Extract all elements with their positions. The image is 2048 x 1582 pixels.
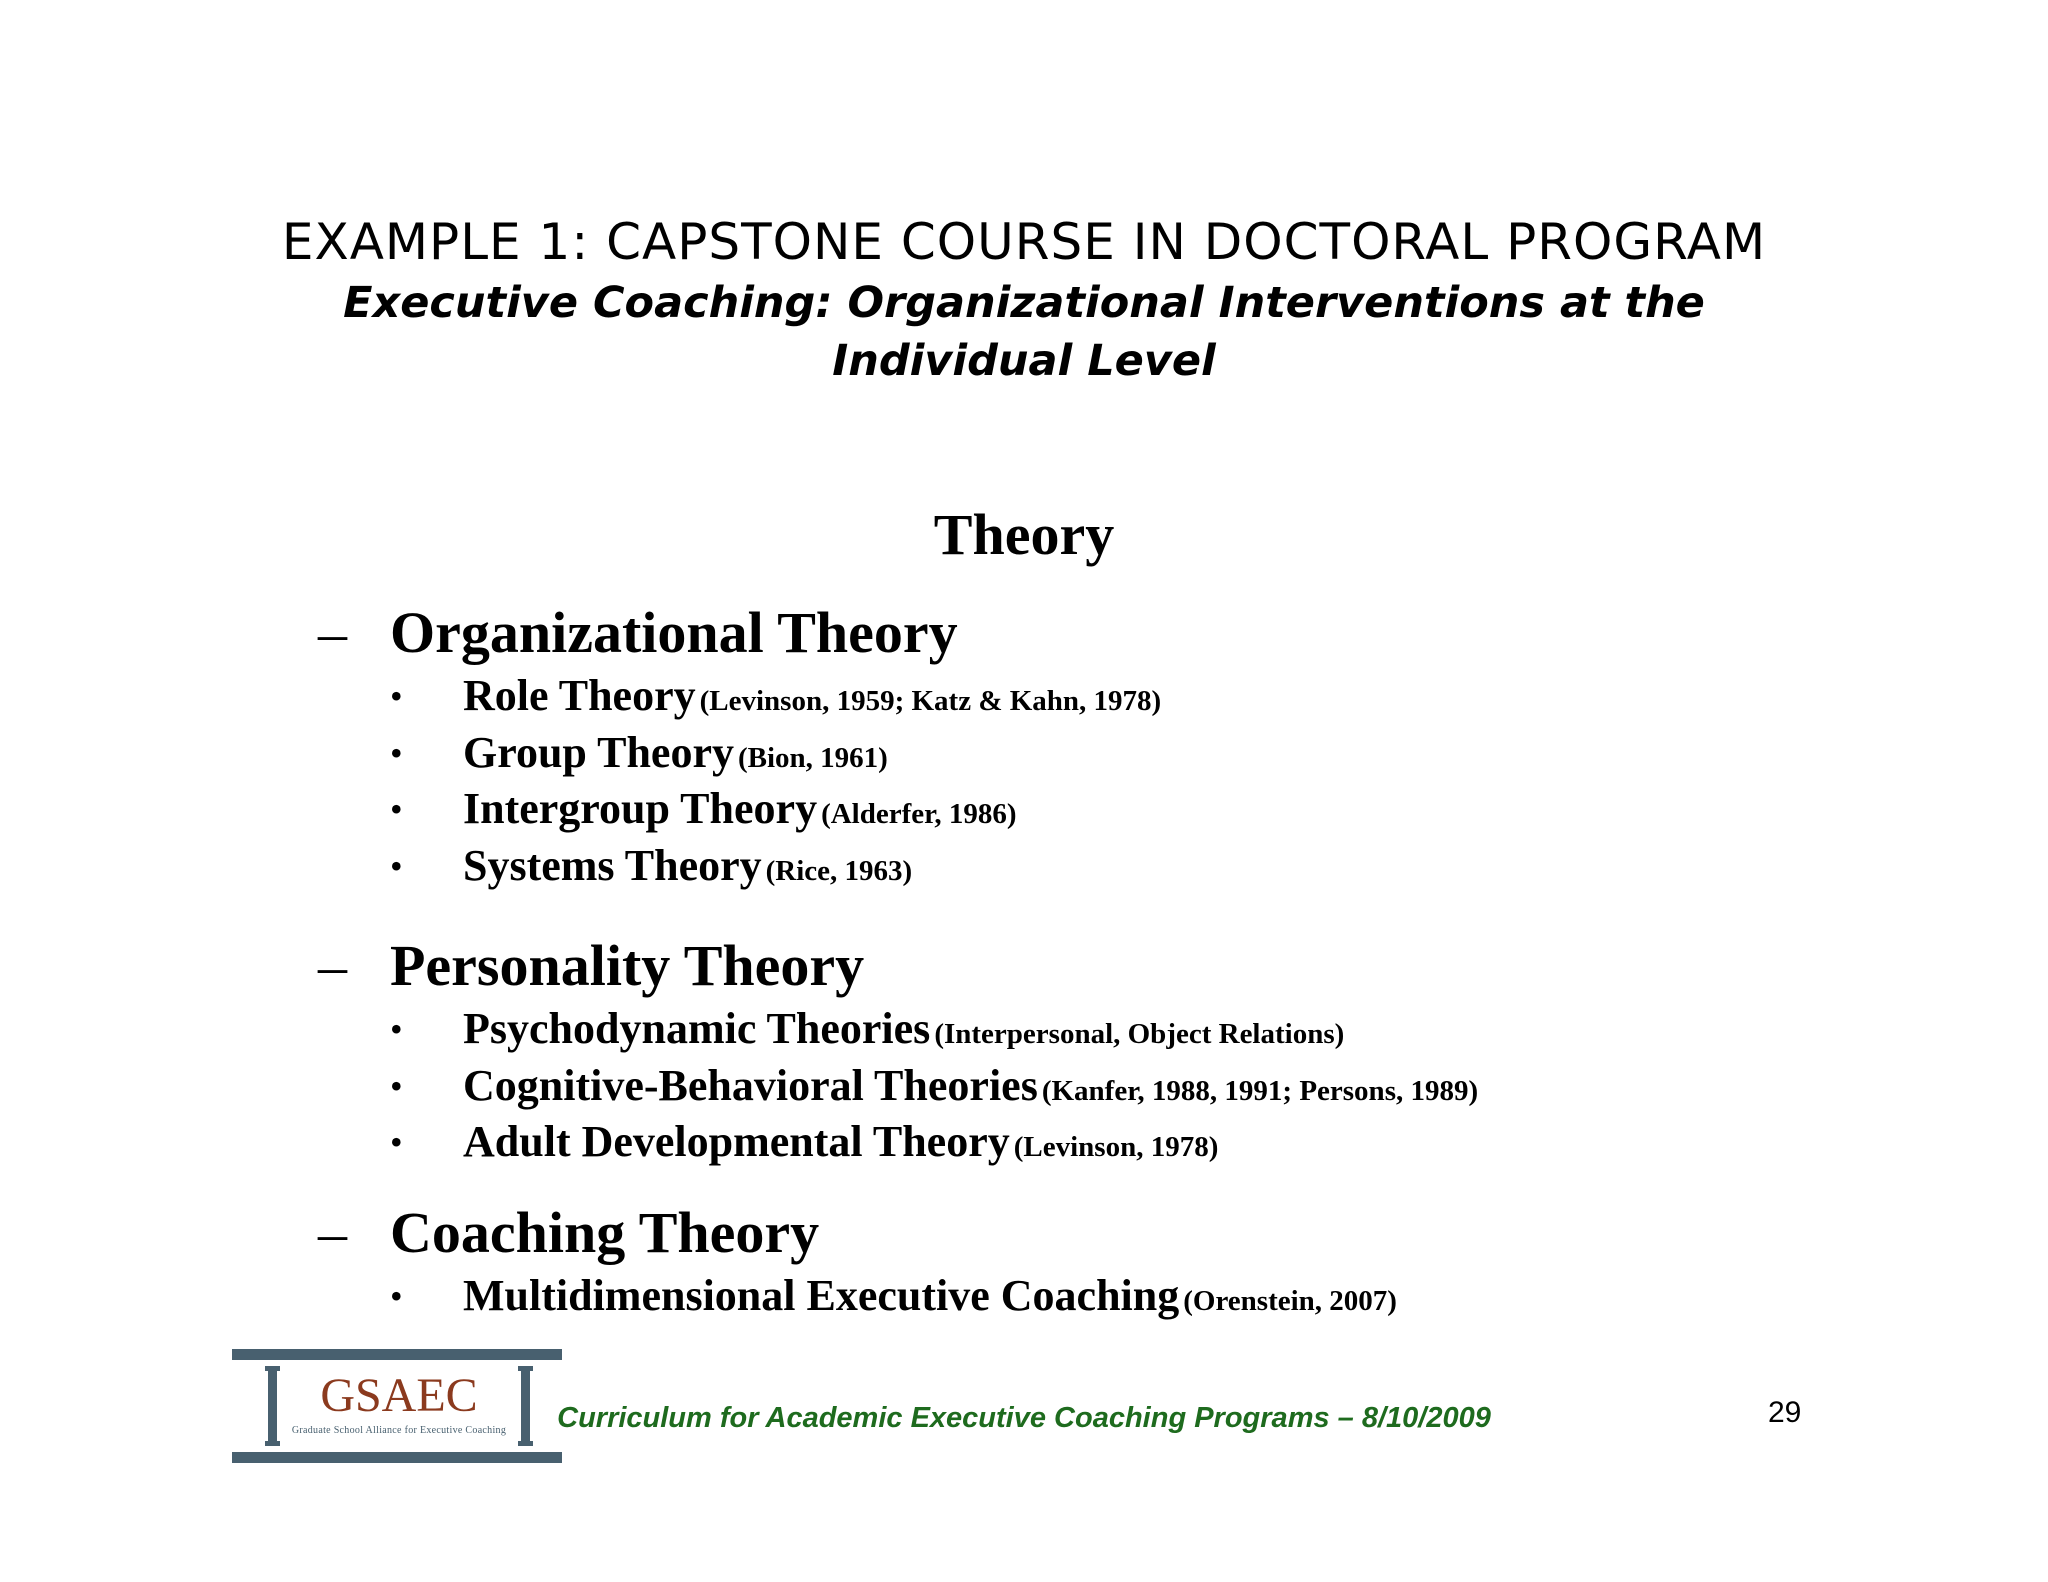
- logo-acronym: GSAEC: [320, 1369, 478, 1422]
- theory-name: Adult Developmental Theory: [463, 1117, 1010, 1166]
- citation: (Orenstein, 2007): [1183, 1285, 1397, 1317]
- bullet-marker: •: [390, 1276, 403, 1316]
- bullet-marker: •: [390, 1122, 403, 1162]
- group-title: Coaching Theory: [390, 1200, 820, 1265]
- logo-column-base: [518, 1441, 533, 1446]
- citation: (Levinson, 1978): [1013, 1131, 1219, 1163]
- citation: (Rice, 1963): [765, 854, 913, 887]
- theory-name: Cognitive-Behavioral Theories: [463, 1060, 1038, 1110]
- logo-top-bar: [232, 1349, 562, 1360]
- group-title: Personality Theory: [390, 933, 865, 998]
- section-title: Theory: [933, 502, 1115, 567]
- bullet-marker: •: [390, 845, 403, 886]
- slide-heading: EXAMPLE 1: CAPSTONE COURSE IN DOCTORAL PROGRAM: [281, 213, 1767, 271]
- bullet-marker: •: [390, 789, 403, 829]
- logo-column-cap: [265, 1366, 280, 1371]
- logo-full-name: Graduate School Alliance for Executive Coaching: [291, 1425, 507, 1436]
- logo-column-base: [265, 1441, 280, 1446]
- page-number: 29: [1768, 1396, 1802, 1429]
- bullet-marker: •: [390, 1065, 403, 1106]
- logo-column-cap: [518, 1366, 533, 1371]
- citation: (Alderfer, 1986): [821, 798, 1017, 830]
- slide-subheading: Executive Coaching: Organizational Interventions at the Individual Level: [343, 278, 1705, 386]
- dash-marker: –: [318, 1200, 347, 1265]
- bullet-marker: •: [390, 1009, 403, 1049]
- dash-marker: –: [318, 933, 347, 998]
- theory-name: Multidimensional Executive Coaching: [463, 1271, 1180, 1320]
- group-title: Organizational Theory: [390, 600, 958, 665]
- theory-name: Group Theory: [463, 727, 734, 777]
- bullet-marker: •: [390, 732, 403, 773]
- citation: (Interpersonal, Object Relations): [934, 1018, 1345, 1050]
- logo-bottom-bar: [232, 1452, 562, 1463]
- citation: (Levinson, 1959; Katz & Kahn, 1978): [699, 685, 1162, 717]
- citation: (Bion, 1961): [737, 741, 888, 774]
- footer-text: Curriculum for Academic Executive Coaching Programs – 8/10/2009: [557, 1402, 1491, 1434]
- dash-marker: –: [318, 600, 347, 665]
- theory-name: Role Theory: [463, 671, 696, 720]
- bullet-marker: •: [390, 676, 403, 716]
- theory-name: Psychodynamic Theories: [463, 1004, 931, 1053]
- citation: (Kanfer, 1988, 1991; Persons, 1989): [1041, 1074, 1479, 1107]
- theory-name: Intergroup Theory: [463, 784, 818, 833]
- theory-name: Systems Theory: [463, 840, 762, 890]
